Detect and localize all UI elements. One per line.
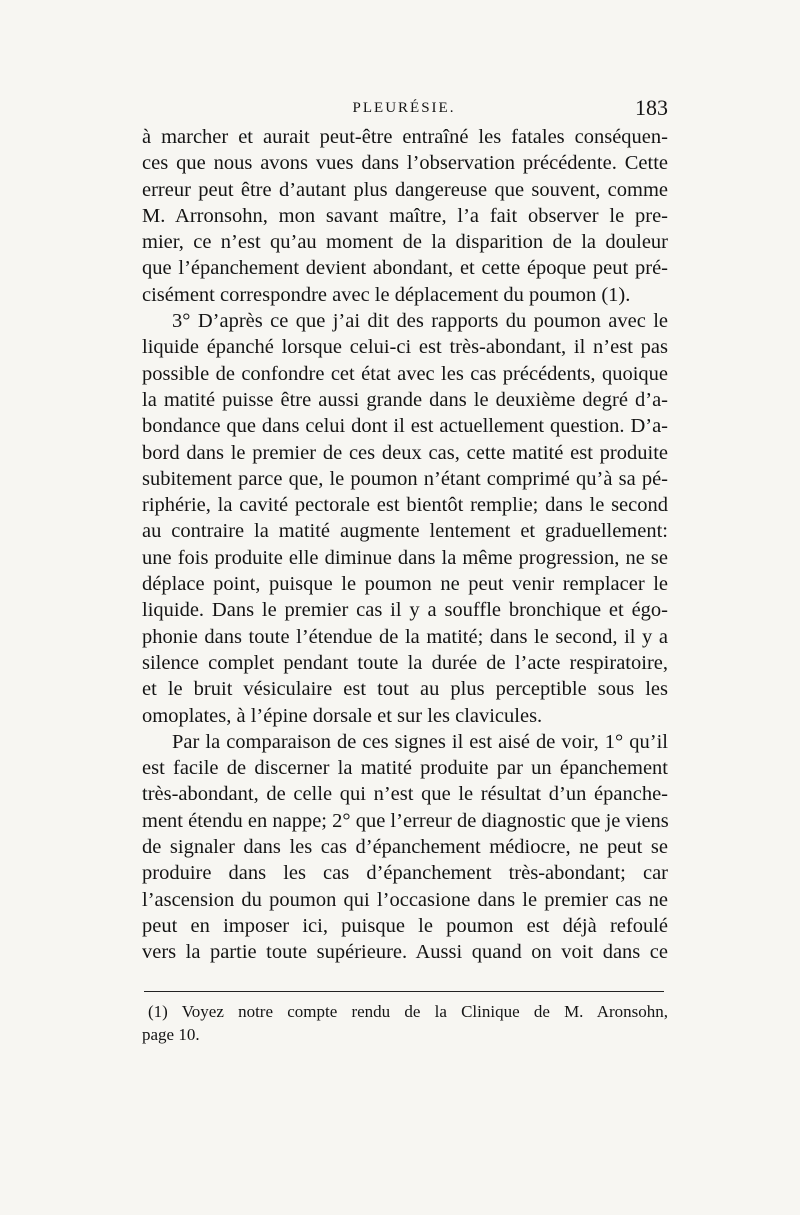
running-head	[140, 94, 668, 122]
text-line: bord dans le premier de ces deux cas, cette matité est produite	[142, 441, 668, 464]
text-line: M. Arronsohn, mon savant maître, l’a fait observer le pre-	[142, 204, 668, 227]
footnote-line: page 10.	[142, 1025, 200, 1044]
text-line: subitement parce que, le poumon n’étant comprimé qu’à sa pé-	[142, 467, 668, 490]
footnote-divider	[144, 991, 664, 992]
text-line: à marcher et aurait peut-être entraîné les fatales conséquen-	[142, 126, 668, 148]
text-line: et le bruit vésiculaire est tout au plus perceptible sous les	[142, 678, 668, 701]
text-line: riphérie, la cavité pectorale est bientôt remplie; dans le second	[142, 494, 668, 517]
running-title: PLEURÉSIE.	[352, 100, 456, 116]
footnotes	[142, 1000, 668, 1046]
text-line: produire dans les cas d’épanchement très-abondant; car	[142, 862, 668, 885]
text-line: au contraire la matité augmente lentement et graduellement:	[142, 520, 668, 543]
text-line: omoplates, à l’épine dorsale et sur les clavicules.	[142, 704, 543, 727]
footnote-line: (1) Voyez notre compte rendu de la Clinique de M. Aronsohn,	[148, 1002, 668, 1021]
text-line: mier, ce n’est qu’au moment de la disparition de la douleur	[142, 231, 668, 254]
text-line: ces que nous avons vues dans l’observation précédente. Cette	[142, 152, 668, 175]
text-line: 3° D’après ce que j’ai dit des rapports du poumon avec le	[172, 310, 668, 333]
text-line: vers la partie toute supérieure. Aussi quand on voit dans ce	[142, 941, 668, 964]
text-line: liquide. Dans le premier cas il y a souffle bronchique et égo-	[142, 599, 668, 622]
text-line: ment étendu en nappe; 2° que l’erreur de diagnostic que je viens	[142, 809, 669, 832]
text-line: très-abondant, de celle qui n’est que le résultat d’un épanche-	[142, 783, 668, 806]
text-line: que l’épanchement devient abondant, et cette époque peut pré-	[142, 257, 668, 280]
text-line: liquide épanché lorsque celui-ci est très-abondant, il n’est pas	[142, 336, 668, 359]
text-line: Par la comparaison de ces signes il est aisé de voir, 1° qu’il	[172, 730, 668, 753]
page-number: 183	[635, 95, 668, 120]
text-line: erreur peut être d’autant plus dangereuse que souvent, comme	[142, 178, 668, 201]
text-line: l’ascension du poumon qui l’occasione dans le premier cas ne	[142, 888, 668, 911]
text-line: de signaler dans les cas d’épanchement médiocre, ne peut se	[142, 836, 668, 859]
body-text	[142, 124, 668, 966]
text-line: cisément correspondre avec le déplacement du poumon (1).	[142, 283, 631, 306]
text-line: silence complet pendant toute la durée de l’acte respiratoire,	[142, 651, 668, 674]
text-line: peut en imposer ici, puisque le poumon est déjà refoulé	[142, 914, 668, 937]
text-line: la matité puisse être aussi grande dans le deuxième degré d’a-	[142, 388, 668, 411]
text-line: une fois produite elle diminue dans la même progression, ne se	[142, 546, 668, 569]
text-line: est facile de discerner la matité produite par un épanchement	[142, 757, 668, 780]
text-line: bondance que dans celui dont il est actuellement question. D’a-	[142, 415, 668, 438]
text-line: phonie dans toute l’étendue de la matité; dans le second, il y a	[142, 625, 668, 648]
text-line: déplace point, puisque le poumon ne peut venir remplacer le	[142, 573, 668, 596]
text-line: possible de confondre cet état avec les cas précédents, quoique	[142, 362, 668, 385]
